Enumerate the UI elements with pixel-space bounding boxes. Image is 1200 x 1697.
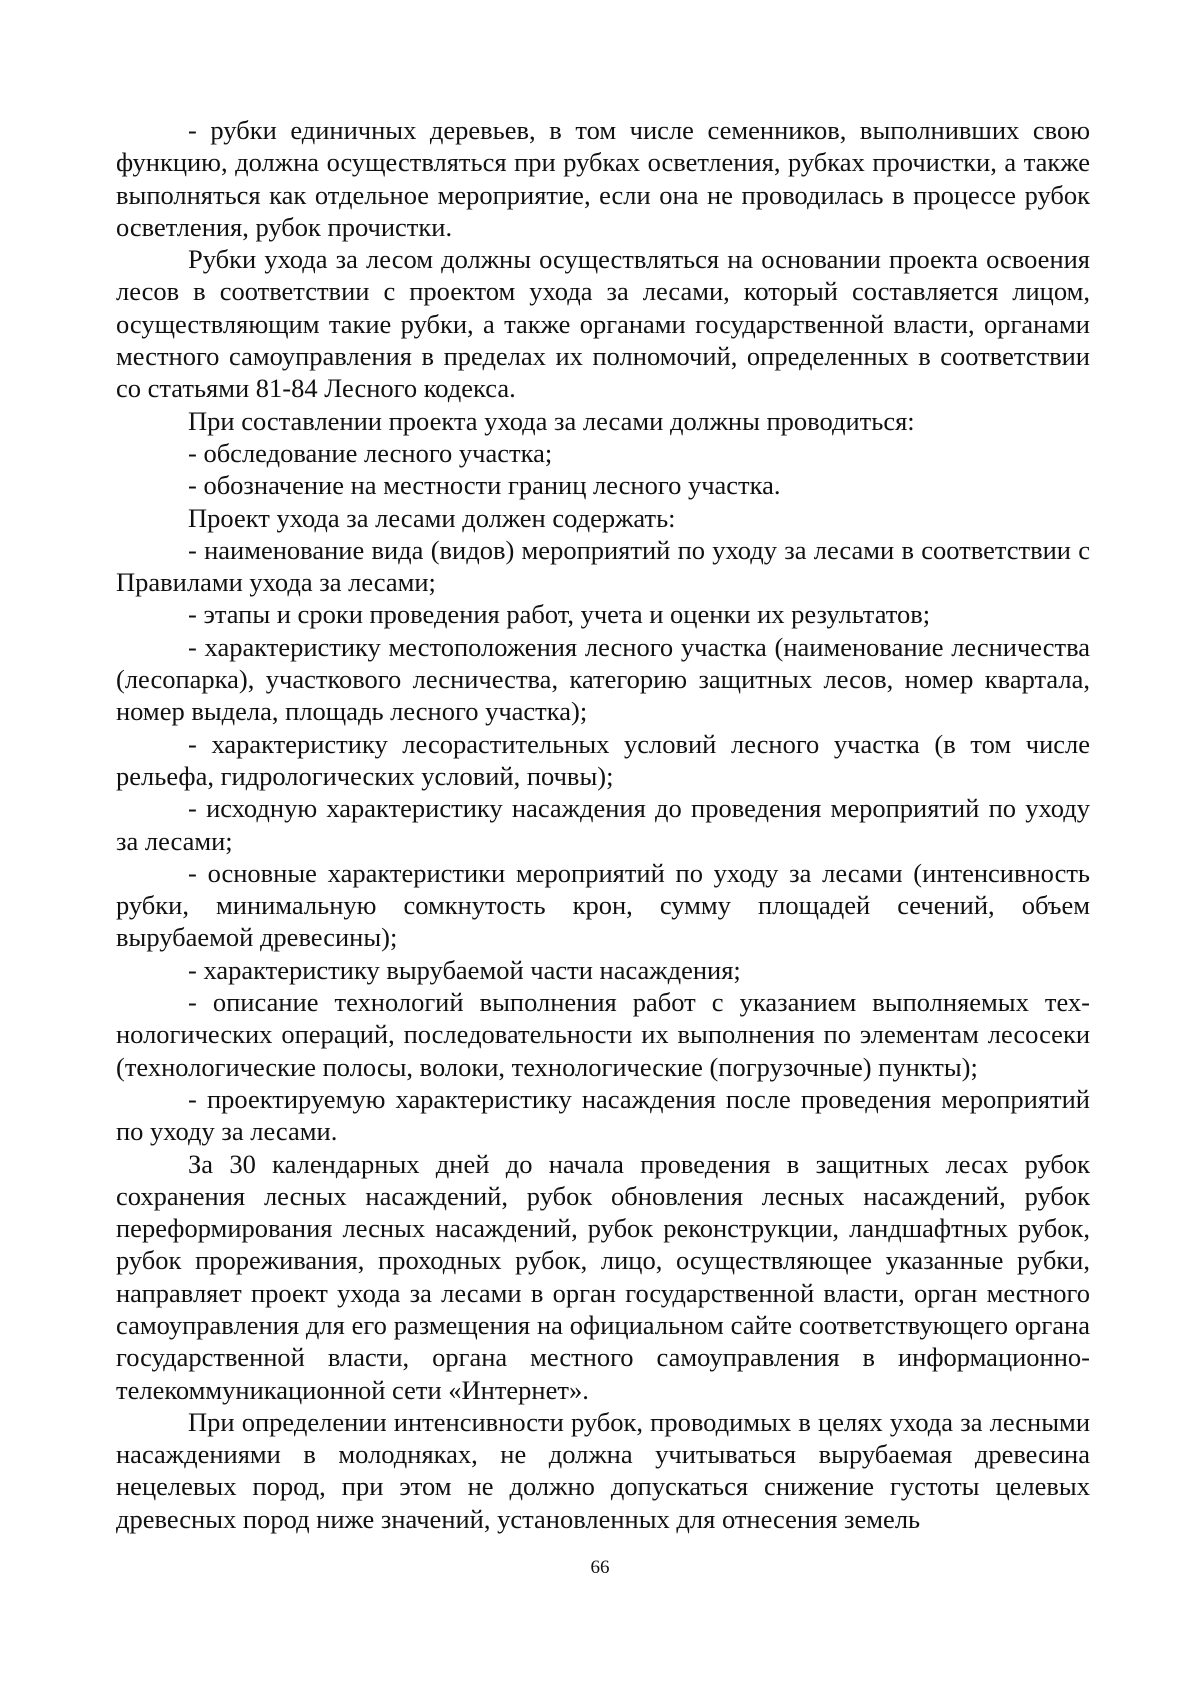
list-item-projected-stand: - проектируемую характеристику насаждения после проведения мероприятий по уходу за лесами.: [116, 1083, 1090, 1147]
list-item-stages-and-terms: - этапы и сроки проведения работ, учета и оценки их результатов;: [188, 599, 931, 630]
paragraph-single-tree-felling: - рубки единичных деревьев, в том числе семенников, выполнивших свою функцию, должна осуществляться при рубках осветления, рубках прочистки, а также выполняться как отдельное мероприятие, если она не проводилась в процессе рубок осветления, рубок прочистки.: [116, 115, 1090, 242]
body-text: [116, 114, 1090, 1535]
paragraph-care-felling-basis: Рубки ухода за лесом должны осуществляться на основании проекта освоения лесов в соответствии с проектом ухода за лесами, который составляется лицом, осуществляющим такие рубки, а также органами государственной власти, органами местного самоуправления в пределах их полномочий, определенных в соответствии со статьями 81-84 Лесного кодекса.: [116, 244, 1090, 404]
paragraph-felling-intensity: При определении интенсивности рубок, проводимых в целях ухода за лесными насаждениями в молодняках, не должна учитываться вырубаемая древесина нецелевых пород, при этом не должно допускаться снижение густоты целевых древесных пород ниже значений, установленных для отнесения земель: [116, 1406, 1090, 1534]
list-item-technology: - описание технологий выполнения работ с указанием выполняемых технологических операций, последовательности их выполнения по элементам лесосеки (технологические полосы, волоки, технологические (погрузочные) пункты);: [116, 987, 1090, 1082]
list-item-location: - характеристику местоположения лесного участка (наименование лесничества (лесопарка), участкового лесничества, категорию защитных лесов, номер квартала, номер выдела, площадь лесного участка);: [116, 631, 1090, 727]
page-number: 66: [590, 1557, 610, 1578]
paragraph-30-days-notice: За 30 календарных дней до начала проведения в защитных лесах рубок сохранения лесных насаждений, рубок обновления лесных насаждений, рубок переформирования лесных насаждений, рубок реконструкции, ландшафтных рубок, рубок прореживания, проходных рубок, лицо, осуществляющее указанные рубки, направляет проект ухода за лесами в орган государственной власти, орган местного самоуправления для его размещения на официальном сайте соответствующего органа государственной власти, органа местного самоуправления в информационно-телекоммуникационной сети «Интернет».: [116, 1148, 1090, 1405]
list-item-boundary-marking: - обозначение на местности границ лесного участка.: [188, 470, 781, 501]
list-item-growing-conditions: - характеристику лесорастительных условий лесного участка (в том числе рельефа, гидрологических условий, почвы);: [116, 728, 1090, 791]
list-item-main-characteristics: - основные характеристики мероприятий по уходу за лесами (интенсивность рубки, минимальную сомкнутость крон, сумму площадей сечений, объем вырубаемой древесины);: [116, 857, 1090, 953]
list-item-felled-part: - характеристику вырубаемой части насаждения;: [188, 954, 741, 985]
paragraph-project-preparation: При составлении проекта ухода за лесами должны проводиться:: [188, 405, 915, 436]
list-item-initial-stand: - исходную характеристику насаждения до проведения мероприятий по уходу за лесами;: [116, 793, 1090, 856]
list-item-activity-type: - наименование вида (видов) мероприятий по уходу за лесами в соответствии с Правилами ухода за лесами;: [116, 534, 1090, 598]
paragraph-project-contents: Проект ухода за лесами должен содержать:: [188, 502, 676, 533]
list-item-site-survey: - обследование лесного участка;: [188, 437, 553, 468]
